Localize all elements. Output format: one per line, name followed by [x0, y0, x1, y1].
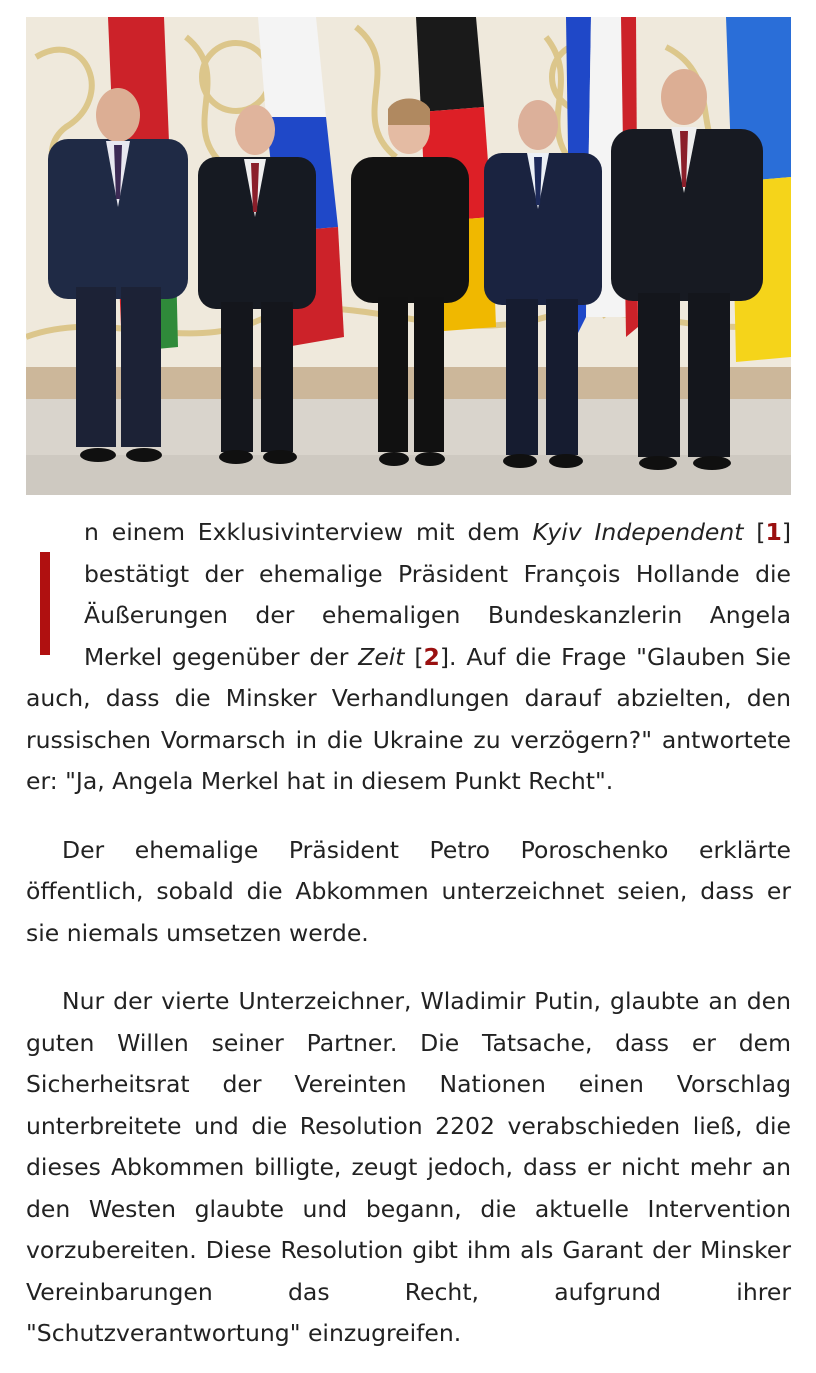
paragraph-3	[26, 981, 791, 1355]
source-kyiv-independent: Kyiv Independent	[532, 518, 744, 546]
paragraph-1-text-5: ]. Auf die Frage "Glauben Sie auch, dass die Minsker Verhandlungen darauf abzielten, den russischen Vormarsch in die Ukraine zu verzögern?" antwortete er: "Ja, Angela Merkel hat in diesem Punkt Recht".	[26, 642, 791, 795]
paragraph-2-text: Der ehemalige Präsident Petro Poroschenko erklärte öffentlich, sobald die Abkommen unterzeichnet seien, dass er sie niemals umsetzen werde.	[26, 835, 791, 947]
leaders-group-photo	[26, 17, 791, 495]
paragraph-2	[26, 830, 791, 955]
paragraph-1-text-4: [	[404, 642, 424, 671]
paragraph-1-text-2: [	[743, 518, 766, 546]
source-zeit: Zeit	[358, 642, 405, 671]
paragraph-1	[26, 512, 791, 803]
paragraph-3-text: Nur der vierte Unterzeichner, Wladimir Putin, glaubte an den guten Willen seiner Partner. Die Tatsache, dass er dem Sicherheitsrat der Vereinten Nationen einen Vorschlag unterbreitete und die Resolution 2202 verabschieden ließ, die dieses Abkommen billigte, zeugt jedoch, dass er nicht mehr an den Westen glaubte und begann, die aktuelle Intervention vorzubereiten. Diese Resolution gibt ihm als Garant der Minsker Vereinbarungen das Recht, aufgrund ihrer "Schutzverantwortung" einzugreifen.	[26, 987, 791, 1347]
article-body	[26, 512, 791, 1355]
drop-cap-bar	[40, 552, 50, 655]
article-photo	[26, 17, 791, 495]
footnote-ref-1[interactable]: 1	[765, 518, 782, 546]
paragraph-1-text-3: ] bestätigt der ehemalige Präsident François Hollande die Äußerungen der ehemaligen Bundeskanzlerin Angela Merkel gegenüber der	[84, 518, 792, 671]
drop-cap	[26, 512, 84, 678]
paragraph-1-text-1: n einem Exklusivinterview mit dem	[84, 518, 533, 546]
footnote-ref-2[interactable]: 2	[423, 642, 440, 671]
